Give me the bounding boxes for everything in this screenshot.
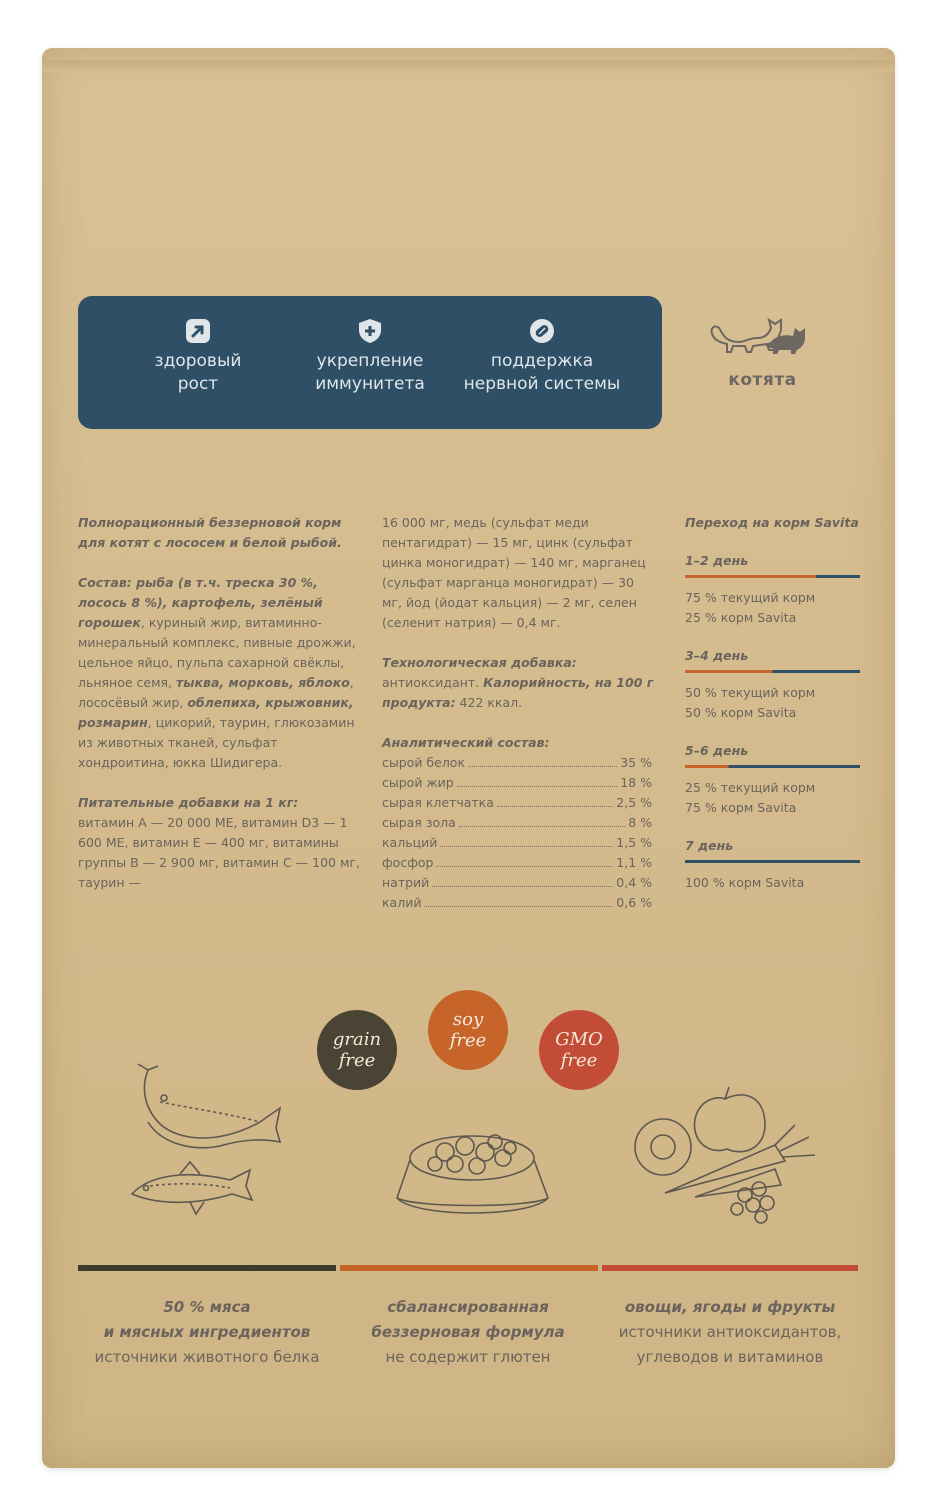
dot-leader [440,833,613,847]
analytic-value: 8 % [628,815,652,830]
analytic-row [382,793,652,813]
fish-illustration [120,1062,290,1222]
meat-caption: 50 % мяса и мясных ингредиентов источники животного белка [94,1298,320,1366]
dot-leader [457,773,617,787]
day-line-2: 50 % корм Savita [685,705,797,720]
dot-leader [497,793,613,807]
benefit-label: поддержка нервной системы [463,351,621,394]
analytic-value: 2,5 % [616,795,652,810]
analytic-row [382,753,652,773]
day-label: 7 день [685,838,734,853]
meat-bar [78,1265,336,1271]
bag-zip-strip [42,60,895,72]
analytic-row [382,833,652,853]
analytic-value: 18 % [620,775,652,790]
day-line-1: 100 % корм Savita [685,875,805,890]
additives-continued: 16 000 мг, медь (сульфат меди пентагидрат) — 15 мг, цинк (сульфат цинка моногидрат) — 140 мг, марганец (сульфат марганца моногидрат) — 30 мг, йод (йодат кальция) — 2 мг, селен (селенит натрия) — 0,4 мг. [382,515,646,630]
day-line-2: 75 % корм Savita [685,800,797,815]
dot-leader [424,893,613,907]
analytic-label: сырой белок [382,755,466,770]
food-bowl-illustration [385,1128,560,1223]
cats-icon [705,298,820,356]
day-line-1: 75 % текущий корм [685,590,816,605]
day-label: 3–4 день [685,648,749,663]
dot-leader [436,853,613,867]
product-intro: Полнорационный беззерновой корм для котят с лососем и белой рыбой. [78,515,342,550]
analytic-row [382,773,652,793]
analytic-label: сырой жир [382,775,454,790]
analytic-row [382,873,652,893]
vegetables-caption: овощи, ягоды и фрукты источники антиоксидантов, углеводов и витаминов [618,1298,842,1366]
analytic-label: сырая клетчатка [382,795,494,810]
grain-free-badge: grain free [317,1010,397,1090]
transition-title: Переход на корм Savita [685,515,859,530]
transition-day [685,741,865,818]
analytic-value: 1,1 % [616,855,652,870]
day-label: 1–2 день [685,553,749,568]
dot-leader [432,873,613,887]
vegetables-bar [602,1265,858,1271]
transition-day [685,836,865,893]
analytic-value: 35 % [620,755,652,770]
dot-leader [459,813,625,827]
middle-column [382,513,657,913]
day-ratio-bar [685,670,860,673]
day-line-2: 25 % корм Savita [685,610,797,625]
day-ratio-bar [685,860,860,863]
dot-leader [468,753,617,767]
analytic-label: кальций [382,835,438,850]
benefit-immunity [275,318,465,396]
benefit-label: укрепление иммунитета [315,351,425,394]
capsule-icon [529,318,555,344]
day-ratio-bar [685,765,860,768]
benefit-label: здоровый рост [154,351,242,394]
fruits-vegetables-illustration [625,1085,825,1235]
analytic-label: натрий [382,875,430,890]
analytic-value: 0,4 % [616,875,652,890]
gmo-free-badge: GMO free [539,1010,619,1090]
analytic-row [382,893,652,913]
day-line-1: 25 % текущий корм [685,780,816,795]
day-ratio-bar [685,575,860,578]
transition-column [685,513,865,893]
formula-caption: сбалансированная беззерновая формула не содержит глютен [371,1298,565,1366]
analytic-label: фосфор [382,855,434,870]
transition-day [685,551,865,628]
transition-day [685,646,865,723]
arrow-up-right-icon [185,318,211,344]
benefit-healthy-growth [103,318,293,396]
analytic-label: сырая зола [382,815,456,830]
technical-additive: Технологическая добавка: антиоксидант. Калорийность, на 100 г продукта: 422 ккал. [382,655,654,710]
soy-free-badge: soy free [428,990,508,1070]
category-label: котята [728,370,797,390]
benefits-panel [78,296,662,429]
analytic-value: 0,6 % [616,895,652,910]
day-label: 5–6 день [685,743,749,758]
formula-bar [340,1265,598,1271]
analytic-composition [382,733,657,913]
analytic-row [382,853,652,873]
additives: Питательные добавки на 1 кг: витамин А — 20 000 МЕ, витамин D3 — 1 600 МЕ, витамин Е — 400 мг, витамины группы В — 2 900 мг, витамин С — 100 мг, таурин — [78,795,360,890]
benefit-nervous-system [447,318,637,396]
description-column [78,513,363,913]
analytic-row [382,813,652,833]
analytic-value: 1,5 % [616,835,652,850]
composition: Состав: рыба (в т.ч. треска 30 %, лосось 8 %), картофель, зелёный горошек, куриный жир, витаминно-минеральный комплекс, пивные дрожжи, цельное яйцо, пульпа сахарной свёклы, льняное семя, тыква, морковь, яблоко, лососёвый жир, облепиха, крыжовник, розмарин, цикорий, таурин, глюкозамин из животных тканей, сульфат хондроитина, юкка Шидигера. [78,575,356,770]
shield-plus-icon [357,318,383,344]
day-line-1: 50 % текущий корм [685,685,816,700]
analytic-label: калий [382,895,422,910]
analytic-title: Аналитический состав: [382,735,550,750]
